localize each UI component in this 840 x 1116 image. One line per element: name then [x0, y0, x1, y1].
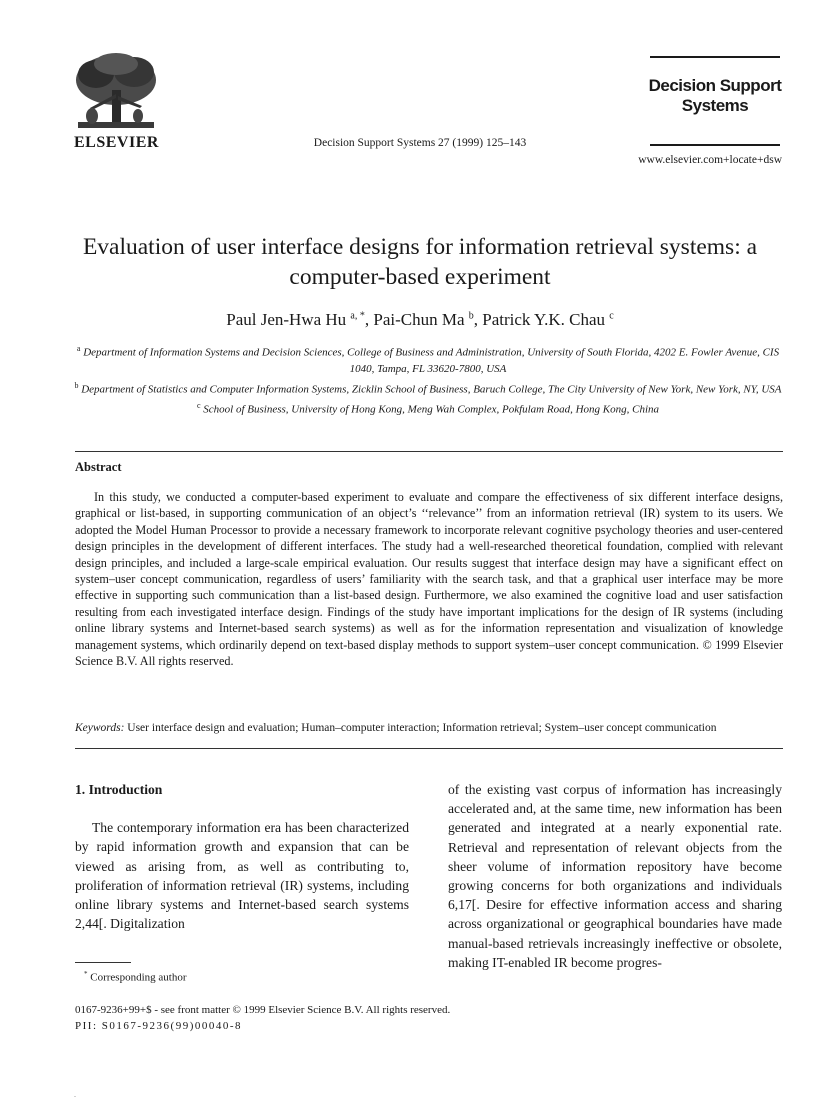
- affiliation: [72, 378, 784, 398]
- footnote-text: Corresponding author: [90, 971, 187, 984]
- author-separator: ,: [364, 310, 374, 329]
- section-heading: 1. Introduction: [75, 782, 163, 797]
- affiliation-text: School of Business, University of Hong Kong, Meng Wah Complex, Pokfulam Road, Hong Kong, China: [203, 403, 660, 416]
- paper-title: Evaluation of user interface designs for information retrieval systems: a computer-based experiment: [82, 234, 758, 290]
- affiliation-text: Department of Information Systems and Decision Sciences, College of Business and Administration, University of South Florida, 4202 E. Fowler Avenue, CIS 1040, Tampa, FL 33620-7800, USA: [83, 346, 780, 376]
- keywords-rule: [75, 748, 783, 749]
- affiliation-list: [72, 341, 784, 418]
- journal-logo-line1: Decision Support: [648, 76, 782, 95]
- affiliation-text: Department of Statistics and Computer Information Systems, Zicklin School of Business, Baruch College, The City University of New York, New York, NY, USA: [81, 383, 782, 396]
- abstract-rule-top: [75, 451, 783, 452]
- author-mark: a, *: [350, 310, 365, 322]
- body-paragraph: The contemporary information era has been characterized by rapid information growth and expansion that can be viewed as arising from, as well as contributing to, proliferation of information retrieval (IR) systems, including online library systems and Internet-based search systems 2,44[. Digitalization: [75, 820, 409, 932]
- keywords: [75, 722, 783, 734]
- journal-logo: [640, 76, 790, 116]
- page-mark: .: [74, 1090, 76, 1099]
- journal-logo-rule-top: [650, 56, 780, 58]
- publisher-name: ELSEVIER: [74, 134, 159, 151]
- author-mark: b: [468, 310, 474, 322]
- affiliation-mark: c: [196, 400, 201, 410]
- author-name: Patrick Y.K. Chau: [482, 310, 606, 329]
- footnote: [84, 970, 186, 984]
- footnote-rule: [75, 962, 131, 963]
- column-right: [448, 780, 782, 972]
- journal-logo-line2: Systems: [681, 96, 749, 115]
- affiliation-mark: a: [76, 344, 81, 353]
- abstract-body: In this study, we conducted a computer-based experiment to evaluate and compare the effectiveness of six different interface designs, graphical or list-based, in supporting communication of an object’s ‘‘relevance’’ from an information retrieval (IR) system to its users. We adopted the Model Human Processor to provide a necessary framework to incorporate relevant cognitive psychology theories and user-centered design principles in the development of different interfaces. The study had a well-researched theoretical foundation, complied with relevant design principles, and included a large-scale empirical evaluation. Our results suggest that interface design may have a significant effect on system–user concept communication, regardless of users’ familiarity with the search task, and that a graphical user interface may be more effective in supporting such communication than a list-based design. Furthermore, we also examined the cognitive load and user satisfaction resulting from each investigated interface design. Findings of the study have important implications for the design of IR systems (including online library systems and Internet-based search systems) as well as for the information representation and visualization of knowledge management systems, which ordinarily depend on text-based display methods to support system–user concept communication. © 1999 Elsevier Science B.V. All rights reserved.: [75, 490, 783, 669]
- affiliation: [72, 398, 784, 418]
- author-name: Pai-Chun Ma: [373, 310, 465, 329]
- column-left: [75, 780, 409, 933]
- author-mark: c: [609, 310, 614, 322]
- journal-website: www.elsevier.com+locate+dsw: [638, 154, 782, 166]
- body-paragraph: of the existing vast corpus of information has increasingly accelerated and, at the same time, new information has been generated and integrated at a nearly exponential rate. Retrieval and representation of relevant objects from the sheer volume of information repository have become growing concerns for both organizations and individuals 6,17[. Desire for effective information access and sharing across organizational or geographical boundaries have made manual-based retrievals increasingly ineffective or obsolete, making IT-enabled IR become progres-: [448, 782, 782, 970]
- abstract-heading: Abstract: [75, 460, 122, 474]
- affiliation-mark: b: [74, 380, 79, 390]
- journal-citation: Decision Support Systems 27 (1999) 125–143: [313, 137, 527, 149]
- author-separator: ,: [473, 310, 483, 329]
- pii-line: PII: S0167-9236(99)00040-8: [75, 1020, 243, 1032]
- footnote-mark: *: [84, 970, 88, 978]
- journal-logo-rule-bottom: [650, 144, 780, 146]
- author-list: [0, 310, 840, 330]
- keywords-text: User interface design and evaluation; Human–computer interaction; Information retrieval; System–user concept communication: [127, 722, 717, 734]
- elsevier-tree-logo: [70, 50, 162, 134]
- keywords-label: Keywords:: [75, 722, 125, 734]
- copyright-line: 0167-9236+99+$ - see front matter © 1999 Elsevier Science B.V. All rights reserved.: [75, 1004, 451, 1016]
- author-name: Paul Jen-Hwa Hu: [226, 310, 347, 329]
- affiliation: [72, 341, 784, 378]
